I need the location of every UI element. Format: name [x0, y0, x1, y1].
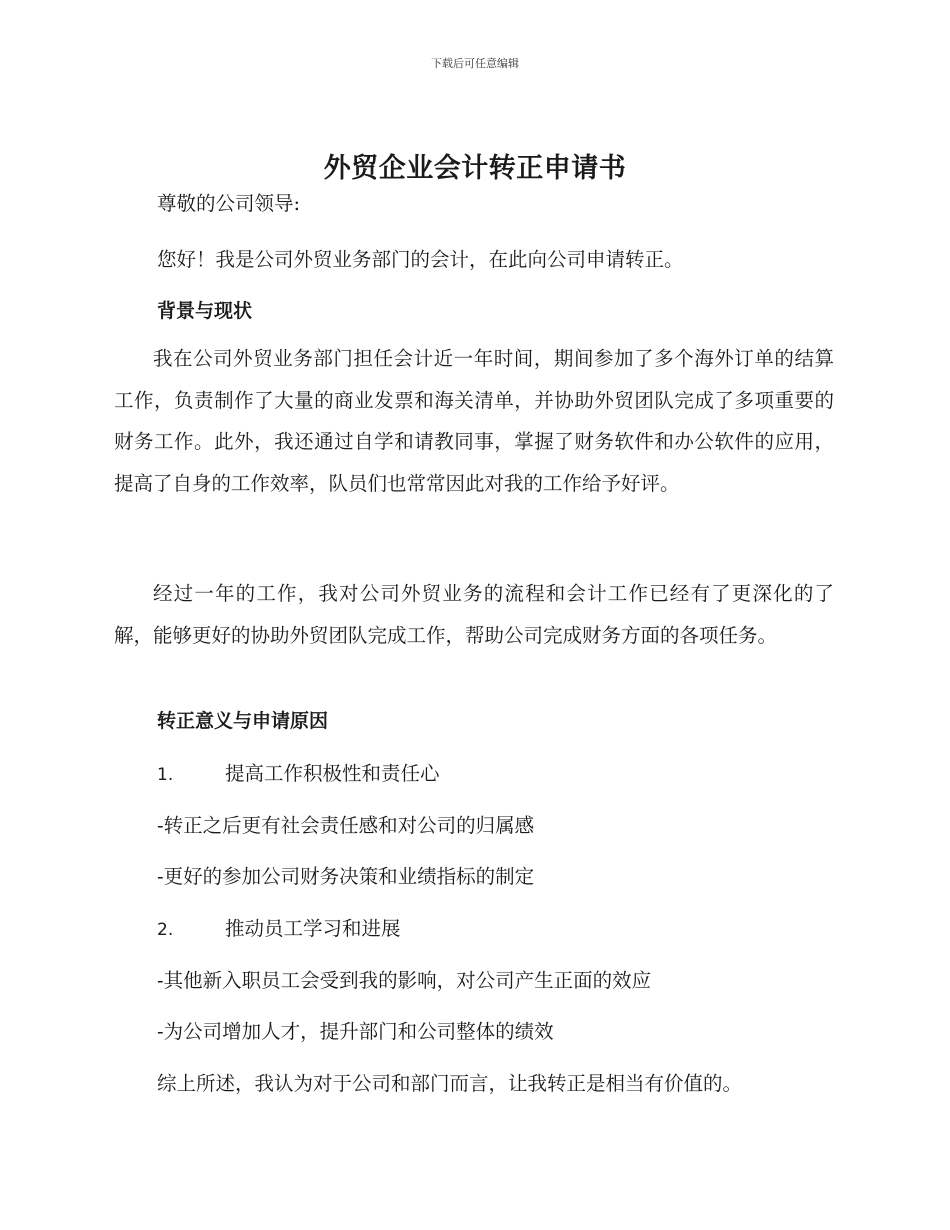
- paragraph-background: 我在公司外贸业务部门担任会计近一年时间，期间参加了多个海外订单的结算工作，负责制作了大量的商业发票和海关清单，并协助外贸团队完成了多项重要的财务工作。此外，我还通过自学和请教同事，掌握了财务软件和办公软件的应用，提高了自身的工作效率，队员们也常常因此对我的工作给予好评。: [114, 347, 834, 495]
- page-header: 下载后可任意编辑: [431, 57, 519, 70]
- list-point: -其他新入职员工会受到我的影响，对公司产生正面的效应: [157, 969, 652, 992]
- list-item-2: [157, 913, 401, 941]
- paragraph-experience: 经过一年的工作，我对公司外贸业务的流程和会计工作已经有了更深化的了解，能够更好的协助外贸团队完成工作，帮助公司完成财务方面的各项任务。: [114, 582, 834, 647]
- conclusion: 综上所述，我认为对于公司和部门而言，让我转正是相当有价值的。: [157, 1072, 743, 1095]
- list-number: 2.: [157, 920, 174, 940]
- list-point: -转正之后更有社会责任感和对公司的归属感: [157, 814, 535, 837]
- section-heading-reasons: 转正意义与申请原因: [157, 710, 329, 732]
- list-number: 1.: [157, 765, 174, 785]
- section-heading-background: 背景与现状: [157, 300, 253, 322]
- list-point: -更好的参加公司财务决策和业绩指标的制定: [157, 865, 535, 888]
- list-item-title: 提高工作积极性和责任心: [225, 762, 440, 785]
- list-item-title: 推动员工学习和进展: [225, 917, 401, 940]
- greeting: 您好！我是公司外贸业务部门的会计，在此向公司申请转正。: [157, 248, 684, 271]
- list-item-1: [157, 758, 440, 786]
- list-point: -为公司增加人才，提升部门和公司整体的绩效: [157, 1020, 554, 1043]
- document-title: 外贸企业会计转正申请书: [323, 153, 627, 184]
- salutation: 尊敬的公司领导:: [157, 192, 301, 215]
